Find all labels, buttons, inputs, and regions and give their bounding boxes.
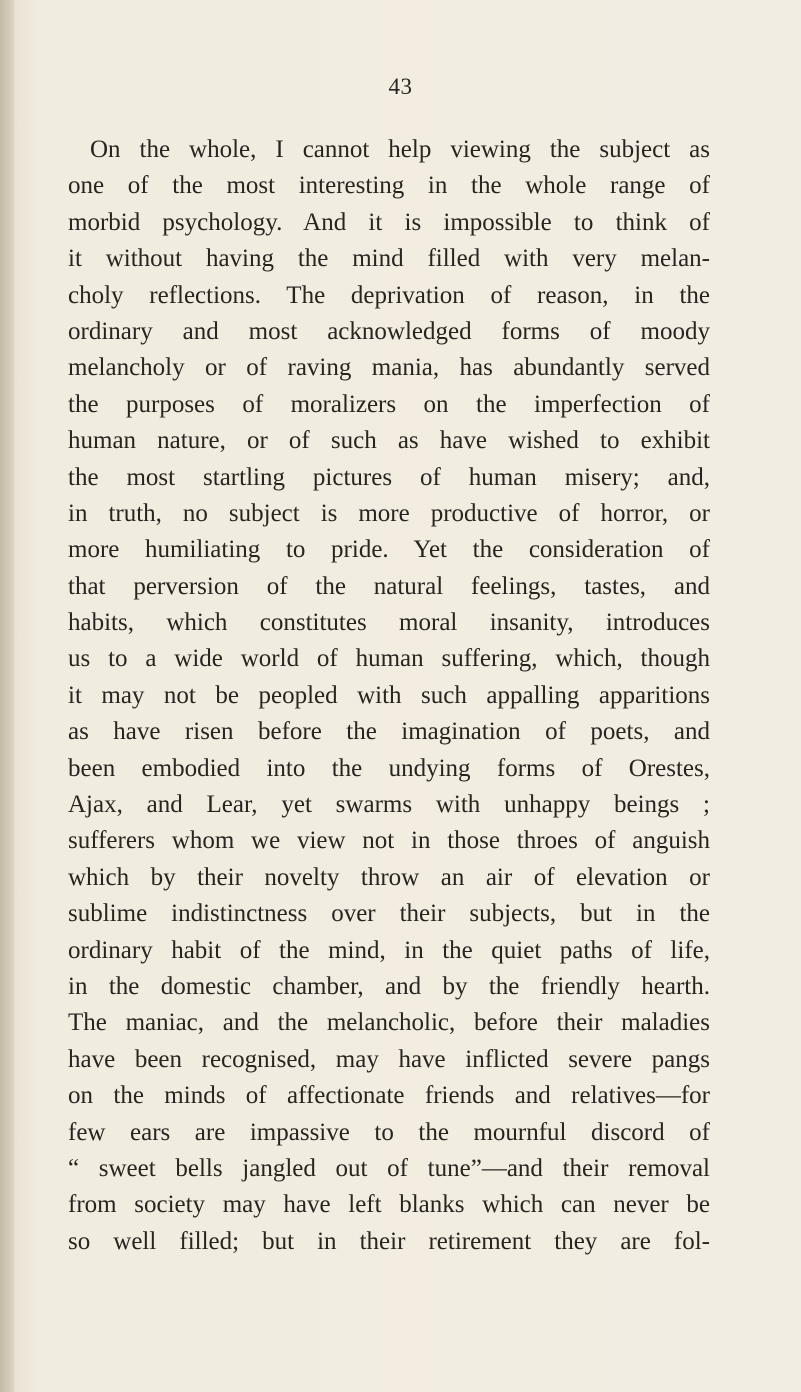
text-line: habits, which constitutes moral insanity, introduces: [68, 609, 710, 637]
text-line: ordinary and most acknowledged forms of moody: [68, 317, 710, 345]
text-line: the purposes of moralizers on the imperfection of: [68, 390, 710, 418]
text-line: it without having the mind filled with very melan-: [68, 245, 710, 273]
text-line: “ sweet bells jangled out of tune”—and their removal: [68, 1154, 710, 1182]
text-line: as have risen before the imagination of poets, and: [68, 718, 710, 746]
page-number: 43: [388, 74, 413, 99]
text-line: that perversion of the natural feelings, tastes, and: [68, 572, 710, 600]
text-line: sufferers whom we view not in those throes of anguish: [68, 827, 710, 855]
text-line: few ears are impassive to the mournful discord of: [68, 1118, 710, 1146]
text-line: morbid psychology. And it is impossible to think of: [68, 208, 710, 236]
text-line: on the minds of affectionate friends and relatives—for: [68, 1082, 710, 1110]
text-line: from society may have left blanks which can never be: [68, 1191, 710, 1219]
text-line: melancholy or of raving mania, has abundantly served: [68, 354, 710, 382]
text-line: The maniac, and the melancholic, before their maladies: [68, 1009, 710, 1037]
text-line: have been recognised, may have inflicted severe pangs: [68, 1045, 710, 1073]
text-line: more humiliating to pride. Yet the consideration of: [68, 536, 710, 564]
text-line: it may not be peopled with such appalling apparitions: [68, 681, 710, 709]
text-line: human nature, or of such as have wished to exhibit: [68, 427, 710, 455]
text-line: so well filled; but in their retirement they are fol-: [68, 1227, 710, 1255]
body-paragraph: [68, 132, 710, 1260]
text-line: which by their novelty throw an air of elevation or: [68, 863, 710, 891]
text-line: been embodied into the undying forms of Orestes,: [68, 754, 710, 782]
text-line: choly reflections. The deprivation of reason, in the: [68, 281, 710, 309]
text-line: sublime indistinctness over their subjects, but in the: [68, 900, 710, 928]
text-line: ordinary habit of the mind, in the quiet paths of life,: [68, 936, 710, 964]
text-line: On the whole, I cannot help viewing the subject as: [90, 136, 710, 163]
text-line: us to a wide world of human suffering, which, though: [68, 645, 710, 673]
text-line: in the domestic chamber, and by the friendly hearth.: [68, 972, 710, 1000]
text-line: in truth, no subject is more productive of horror, or: [68, 499, 710, 527]
text-line: one of the most interesting in the whole range of: [68, 172, 710, 200]
page-gutter: [0, 0, 14, 1392]
text-line: the most startling pictures of human misery; and,: [68, 463, 710, 491]
text-line: Ajax, and Lear, yet swarms with unhappy beings ;: [68, 791, 710, 819]
